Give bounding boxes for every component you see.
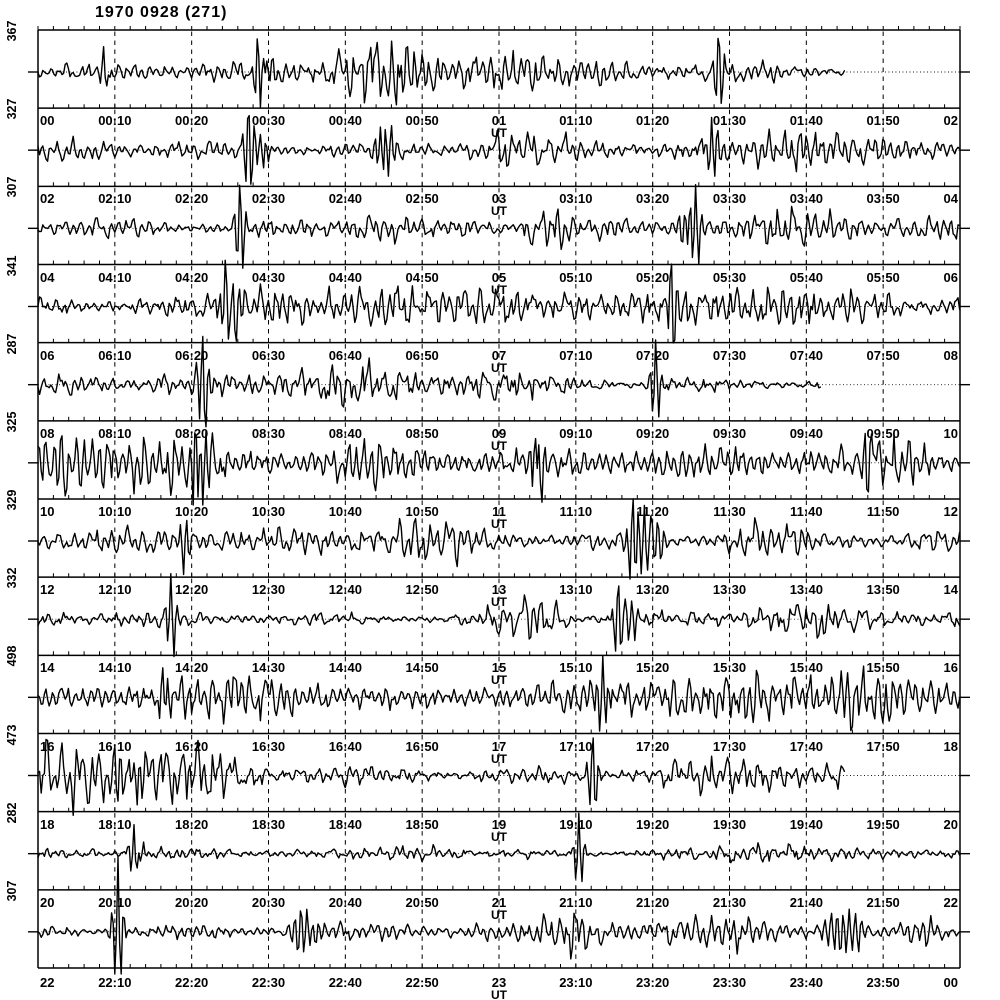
time-label: 03:50	[866, 191, 900, 207]
time-label: 21:10	[559, 894, 593, 910]
time-label: 01:50	[866, 113, 900, 129]
ut-label: UT	[491, 517, 507, 531]
time-label: 04:20	[175, 269, 209, 285]
hour-label: 16	[943, 660, 958, 676]
time-label: 03:40	[789, 191, 823, 207]
hour-label: 20	[943, 816, 958, 832]
time-label: 19:30	[712, 816, 747, 832]
time-label: 13:50	[866, 582, 900, 598]
hour-label: 08	[40, 425, 55, 441]
hour-label: 04	[40, 269, 55, 285]
time-label: 15:20	[636, 660, 670, 676]
amplitude-label: 329	[5, 489, 19, 511]
time-label: 20:30	[251, 894, 286, 910]
time-label: 17:40	[789, 738, 823, 754]
time-label: 03:10	[559, 191, 593, 207]
time-label: 22:50	[405, 975, 439, 990]
time-label: 19:10	[559, 816, 593, 832]
hour-label: 23	[491, 975, 507, 990]
time-label: 22:10	[98, 975, 132, 990]
time-label: 05:50	[866, 269, 900, 285]
hour-label: 05	[491, 269, 507, 285]
hour-label: 12	[943, 504, 958, 519]
hour-label: 14	[943, 582, 958, 598]
time-label: 16:20	[175, 738, 209, 754]
hour-label: 16	[40, 738, 55, 754]
time-label: 12:50	[405, 582, 439, 598]
hour-label: 07	[491, 347, 507, 363]
time-label: 07:20	[636, 347, 670, 363]
time-label: 05:40	[789, 269, 823, 285]
time-label: 08:10	[98, 425, 132, 441]
time-label: 09:20	[636, 425, 670, 441]
time-label: 23:10	[559, 975, 593, 990]
time-label: 16:10	[98, 738, 132, 754]
time-label: 10:30	[251, 504, 286, 519]
time-label: 06:10	[98, 347, 132, 363]
time-label: 13:40	[789, 582, 823, 598]
hour-label: 02	[40, 191, 55, 207]
time-label: 11:50	[866, 504, 900, 519]
time-label: 18:30	[251, 816, 286, 832]
time-label: 14:50	[405, 660, 439, 676]
time-label: 01:40	[789, 113, 823, 129]
time-label: 04:40	[328, 269, 362, 285]
hour-label: 13	[491, 582, 507, 598]
time-label: 14:20	[175, 660, 209, 676]
time-label: 22:40	[328, 975, 362, 990]
time-label: 20:20	[175, 894, 209, 910]
time-label: 08:50	[405, 425, 439, 441]
time-label: 08:30	[251, 425, 286, 441]
hour-label: 04	[943, 191, 958, 207]
time-label: 16:40	[328, 738, 362, 754]
time-label: 09:10	[559, 425, 593, 441]
time-label: 00:10	[98, 113, 132, 129]
time-label: 04:30	[251, 269, 286, 285]
time-label: 06:40	[328, 347, 362, 363]
hour-label: 11	[492, 504, 506, 519]
time-label: 01:30	[712, 113, 747, 129]
time-label: 18:50	[405, 816, 439, 832]
time-label: 15:30	[712, 660, 747, 676]
amplitude-label: 307	[5, 176, 19, 198]
time-label: 07:10	[559, 347, 593, 363]
time-label: 15:10	[559, 660, 593, 676]
time-label: 20:40	[328, 894, 362, 910]
time-label: 00:30	[251, 113, 286, 129]
time-label: 13:10	[559, 582, 593, 598]
hour-label: 06	[943, 269, 958, 285]
time-label: 08:20	[175, 425, 209, 441]
time-label: 13:30	[712, 582, 747, 598]
time-label: 03:30	[712, 191, 747, 207]
hour-label: 18	[40, 816, 55, 832]
time-label: 09:40	[789, 425, 823, 441]
time-label: 07:40	[789, 347, 823, 363]
time-label: 06:20	[175, 347, 209, 363]
time-label: 14:40	[328, 660, 362, 676]
time-label: 20:10	[98, 894, 132, 910]
time-label: 13:20	[636, 582, 670, 598]
time-label: 20:50	[405, 894, 439, 910]
time-label: 23:20	[636, 975, 670, 990]
time-label: 02:20	[175, 191, 209, 207]
ut-label: UT	[491, 282, 507, 297]
ut-label: UT	[491, 204, 507, 219]
time-label: 17:50	[866, 738, 900, 754]
hour-label: 18	[943, 738, 958, 754]
ut-label: UT	[491, 751, 507, 766]
amplitude-label: 282	[5, 802, 19, 824]
time-label: 15:50	[866, 660, 900, 676]
time-label: 05:20	[636, 269, 670, 285]
hour-label: 03	[491, 191, 507, 207]
time-label: 05:30	[712, 269, 747, 285]
hour-label: 14	[40, 660, 55, 676]
amplitude-label: 498	[5, 645, 19, 667]
amplitude-label: 341	[5, 255, 19, 276]
time-label: 17:10	[559, 738, 593, 754]
time-label: 12:20	[175, 582, 209, 598]
hour-label: 00	[943, 975, 958, 990]
time-label: 07:50	[866, 347, 900, 363]
time-label: 08:40	[328, 425, 362, 441]
time-label: 00:20	[175, 113, 209, 129]
hour-label: 20	[40, 894, 55, 910]
time-label: 06:50	[405, 347, 439, 363]
time-label: 16:50	[405, 738, 439, 754]
time-label: 09:50	[866, 425, 900, 441]
hour-label: 06	[40, 347, 55, 363]
time-label: 12:40	[328, 582, 362, 598]
time-label: 18:10	[98, 816, 132, 832]
hour-label: 08	[943, 347, 958, 363]
time-label: 14:10	[98, 660, 132, 676]
amplitude-label: 307	[5, 880, 19, 902]
time-label: 12:10	[98, 582, 132, 598]
hour-label: 22	[40, 975, 55, 990]
time-label: 02:30	[251, 191, 286, 207]
time-label: 16:30	[251, 738, 286, 754]
hour-label: 00	[40, 113, 55, 129]
time-label: 21:50	[866, 894, 900, 910]
time-label: 02:40	[328, 191, 362, 207]
time-label: 01:20	[636, 113, 670, 129]
time-label: 02:50	[405, 191, 439, 207]
amplitude-label: 332	[5, 567, 19, 589]
amplitude-label: 287	[5, 333, 19, 355]
time-label: 23:40	[789, 975, 823, 990]
time-label: 11:20	[636, 504, 669, 519]
amplitude-label: 473	[5, 724, 19, 745]
time-label: 04:10	[98, 269, 132, 285]
time-label: 22:30	[251, 975, 286, 990]
time-label: 00:40	[328, 113, 362, 129]
hour-label: 09	[491, 425, 507, 441]
time-label: 00:50	[405, 113, 439, 129]
amplitude-label: 325	[5, 411, 19, 433]
time-label: 10:50	[405, 504, 439, 519]
time-label: 10:20	[175, 504, 209, 519]
time-label: 21:30	[712, 894, 747, 910]
ut-label: UT	[491, 988, 507, 1000]
amplitude-label: 327	[5, 98, 19, 120]
time-label: 19:40	[789, 816, 823, 832]
time-label: 18:20	[175, 816, 209, 832]
time-label: 10:10	[98, 504, 132, 519]
ut-label: UT	[491, 360, 507, 375]
time-label: 19:50	[866, 816, 900, 832]
hour-label: 21	[491, 894, 507, 910]
ut-label: UT	[491, 595, 507, 610]
time-label: 11:30	[713, 504, 746, 519]
ut-label: UT	[491, 438, 507, 453]
time-label: 06:30	[251, 347, 286, 363]
time-label: 21:20	[636, 894, 670, 910]
time-label: 01:10	[559, 113, 593, 129]
time-label: 04:50	[405, 269, 439, 285]
ut-label: UT	[491, 126, 507, 141]
time-label: 11:10	[559, 504, 593, 519]
hour-label: 12	[40, 582, 55, 598]
time-label: 03:20	[636, 191, 670, 207]
time-label: 23:50	[866, 975, 900, 990]
time-label: 14:30	[251, 660, 286, 676]
time-label: 11:40	[790, 504, 823, 519]
amplitude-label: 367	[5, 20, 19, 42]
hour-label: 10	[40, 504, 55, 519]
time-label: 15:40	[789, 660, 823, 676]
time-label: 12:30	[251, 582, 286, 598]
time-label: 10:40	[328, 504, 362, 519]
hour-label: 02	[943, 113, 958, 129]
ut-label: UT	[491, 673, 507, 688]
time-label: 02:10	[98, 191, 132, 207]
time-label: 05:10	[559, 269, 593, 285]
time-label: 22:20	[175, 975, 209, 990]
hour-label: 01	[491, 113, 507, 129]
hour-label: 17	[491, 738, 507, 754]
time-label: 23:30	[712, 975, 747, 990]
hour-label: 19	[491, 816, 507, 832]
hour-label: 22	[943, 894, 958, 910]
time-label: 09:30	[712, 425, 747, 441]
time-label: 19:20	[636, 816, 670, 832]
time-label: 17:20	[636, 738, 670, 754]
time-label: 07:30	[712, 347, 747, 363]
hour-label: 15	[491, 660, 507, 676]
time-label: 18:40	[328, 816, 362, 832]
ut-label: UT	[491, 829, 507, 844]
hour-label: 10	[943, 425, 958, 441]
time-label: 21:40	[789, 894, 823, 910]
time-label: 17:30	[712, 738, 747, 754]
ut-label: UT	[491, 907, 507, 922]
page-title: 1970 0928 (271)	[95, 4, 228, 21]
